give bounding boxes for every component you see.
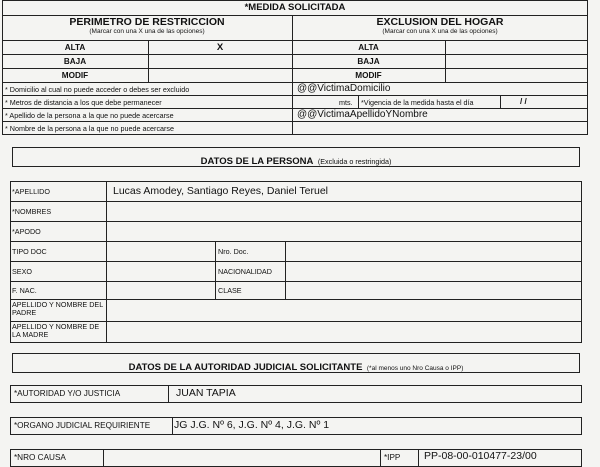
apellido-victima-label: * Apellido de la persona a la que no puede acercarse bbox=[5, 111, 174, 120]
persona-title bbox=[12, 151, 580, 169]
metros-label: * Metros de distancia a los que debe permanecer bbox=[5, 98, 162, 107]
exclusion-subtitle: (Marcar con una X una de las opciones) bbox=[382, 28, 498, 35]
persona-title-note: (Excluida o restringida) bbox=[317, 157, 392, 166]
autoridad-title-text: DATOS DE LA AUTORIDAD JUDICIAL SOLICITANTE bbox=[128, 362, 363, 373]
perimetro-baja-label: BAJA bbox=[63, 57, 87, 66]
nro-doc-label: Nro. Doc. bbox=[218, 247, 249, 256]
ipp-label: *IPP bbox=[384, 453, 401, 462]
apellido-victima-value[interactable]: @@VictimaApellidoYNombre bbox=[297, 109, 428, 120]
causa-label: *NRO CAUSA bbox=[14, 453, 66, 462]
autoridad-title-note: (*al menos uno Nro Causa o IPP) bbox=[366, 365, 464, 372]
perimetro-title: PERIMETRO DE RESTRICCION bbox=[69, 16, 225, 28]
medida-solicitada-title: *MEDIDA SOLICITADA bbox=[244, 2, 346, 13]
organo-label: *ORGANO JUDICIAL REQUIRIENTE bbox=[14, 421, 151, 430]
apodo-label: *APODO bbox=[12, 227, 41, 236]
perimetro-alta-mark[interactable]: X bbox=[216, 42, 224, 53]
perimetro-modif-label: MODIF bbox=[61, 71, 89, 80]
autoridad-value[interactable]: JUAN TAPIA bbox=[176, 387, 236, 399]
autoridad-label: *AUTORIDAD Y/O JUSTICIA bbox=[14, 389, 121, 398]
autoridad-title bbox=[12, 357, 580, 375]
perimetro-alta-label: ALTA bbox=[64, 43, 86, 52]
apellido-value[interactable]: Lucas Amodey, Santiago Reyes, Daniel Teruel bbox=[113, 185, 328, 197]
ipp-value[interactable]: PP-08-00-010477-23/00 bbox=[424, 450, 537, 462]
fnac-label: F. NAC. bbox=[12, 286, 37, 295]
organo-value[interactable]: JG J.G. Nº 6, J.G. Nº 4, J.G. Nº 1 bbox=[174, 419, 330, 431]
persona-table bbox=[10, 181, 582, 343]
clase-label: CLASE bbox=[218, 286, 242, 295]
padre-label: APELLIDO Y NOMBRE DEL PADRE bbox=[12, 300, 103, 317]
nombre-victima-label: * Nombre de la persona a la que no puede acercarse bbox=[5, 124, 175, 133]
domicilio-label: * Domicilio al cual no puede acceder o debes ser excluido bbox=[5, 85, 190, 94]
sexo-label: SEXO bbox=[12, 267, 32, 276]
exclusion-baja-label: BAJA bbox=[357, 57, 380, 66]
apellido-label: *APELLIDO bbox=[12, 187, 50, 196]
persona-title-text: DATOS DE LA PERSONA bbox=[200, 156, 314, 167]
vigencia-label: *Vigencia de la medida hasta el día bbox=[361, 98, 474, 107]
perimetro-subtitle: (Marcar con una X una de las opciones) bbox=[89, 28, 205, 35]
exclusion-alta-label: ALTA bbox=[358, 43, 379, 52]
metros-unit: mts. bbox=[339, 98, 353, 107]
nombres-label: *NOMBRES bbox=[12, 207, 52, 216]
vigencia-date[interactable]: / / bbox=[520, 97, 527, 106]
nacionalidad-label: NACIONALIDAD bbox=[218, 267, 272, 276]
exclusion-title: EXCLUSION DEL HOGAR bbox=[376, 16, 504, 28]
exclusion-modif-label: MODIF bbox=[355, 71, 382, 80]
domicilio-value[interactable]: @@VictimaDomicilio bbox=[297, 83, 391, 94]
tipo-doc-label: TIPO DOC bbox=[12, 247, 47, 256]
madre-label: APELLIDO Y NOMBRE DE LA MADRE bbox=[12, 322, 100, 339]
